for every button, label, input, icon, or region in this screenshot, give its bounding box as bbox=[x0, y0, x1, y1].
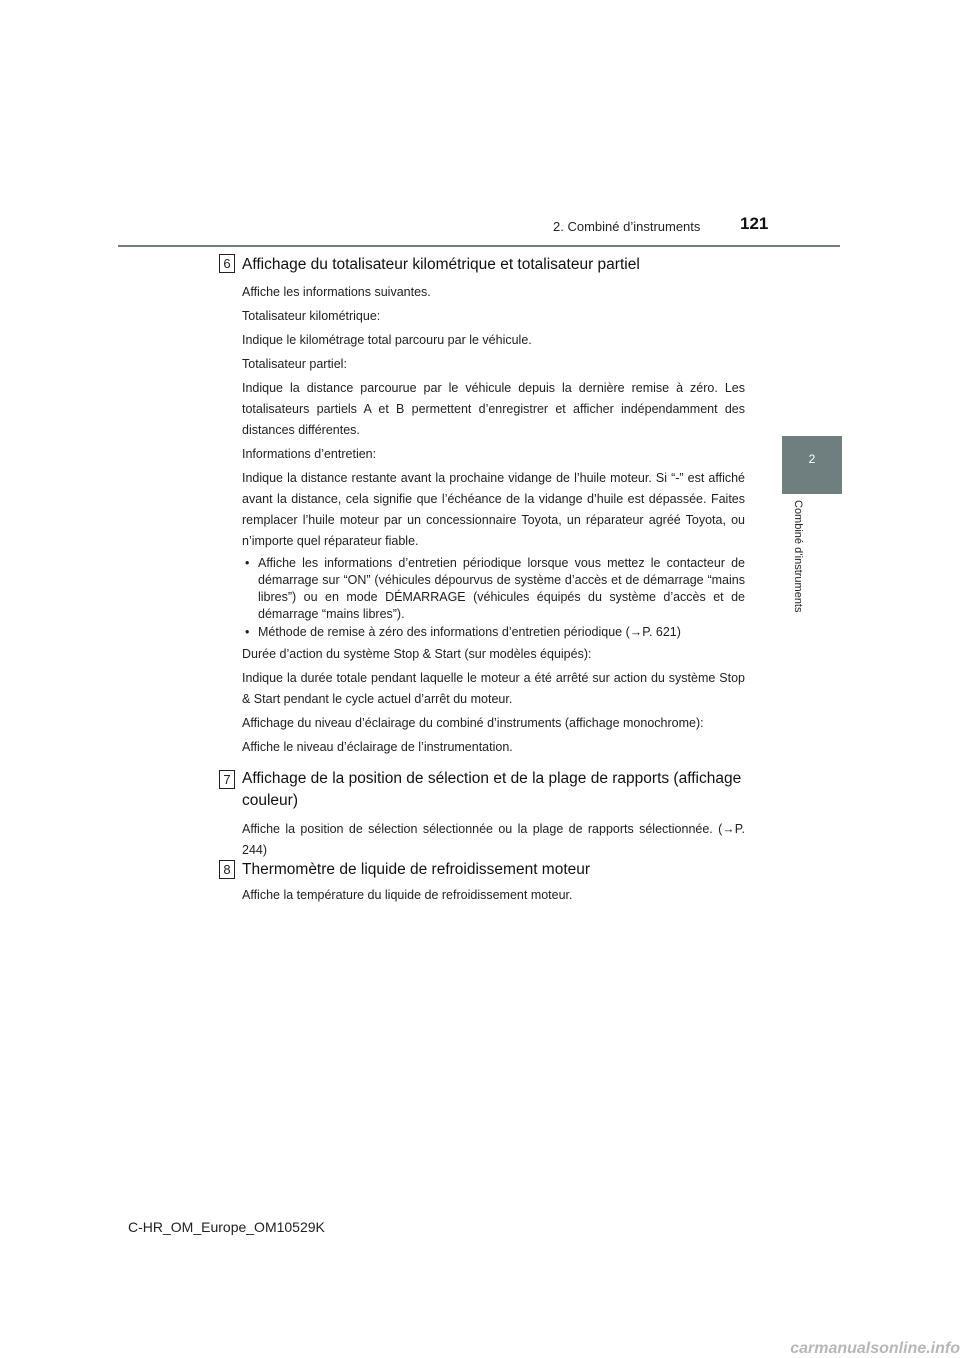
header-section-title: 2. Combiné d’instruments bbox=[553, 219, 701, 234]
paragraph: Indique la distance parcourue par le véhicule depuis la dernière remise à zéro. Les totalisateurs partiels A et B permettent d’enregistrer et afficher indépendamment des distances différentes. bbox=[242, 381, 745, 437]
paragraph: Totalisateur kilométrique: bbox=[242, 309, 381, 323]
paragraph: Totalisateur partiel: bbox=[242, 357, 347, 371]
paragraph: Durée d’action du système Stop & Start (sur modèles équipés): bbox=[242, 647, 592, 661]
section-number-badge: 6 bbox=[219, 254, 235, 273]
header-divider bbox=[118, 245, 840, 247]
chapter-tab-label: Combiné d’instruments bbox=[792, 500, 804, 613]
paragraph: Affiche le niveau d’éclairage de l’instrumentation. bbox=[242, 740, 513, 754]
section-6 bbox=[242, 254, 745, 758]
document-code: C-HR_OM_Europe_OM10529K bbox=[128, 1219, 325, 1235]
section-heading: Affichage de la position de sélection et de la plage de rapports (affichage couleur) bbox=[242, 770, 742, 809]
bullet-item: • Affiche les informations d’entretien périodique lorsque vous mettez le contacteur de démarrage sur “ON” (véhicules dépourvus de système d’accès et de démarrage “mains libres”) ou en mode DÉMARRAGE (véhicules équipés du système d’accès et de démarrage “mains libres”). bbox=[242, 555, 745, 623]
paragraph: Informations d’entretien: bbox=[242, 447, 377, 461]
paragraph: Indique la durée totale pendant laquelle le moteur a été arrêté sur action du système Stop & Start pendant le cycle actuel d’arrêt du moteur. bbox=[242, 671, 745, 706]
watermark: carmanualsonline.info bbox=[790, 1340, 960, 1357]
section-heading: Thermomètre de liquide de refroidissement moteur bbox=[242, 861, 591, 878]
bullet-item: • Méthode de remise à zéro des informations d’entretien périodique (→P. 621) bbox=[242, 624, 745, 641]
chapter-tab-number: 2 bbox=[808, 452, 816, 466]
page-number: 121 bbox=[740, 214, 769, 233]
paragraph: Affiche la température du liquide de refroidissement moteur. bbox=[242, 888, 573, 902]
section-8 bbox=[242, 859, 745, 906]
paragraph: Indique la distance restante avant la prochaine vidange de l’huile moteur. Si “-” est affiché avant la distance, cela signifie que l’échéance de la vidange d’huile est dépassée. Faites remplacer l’huile moteur par un concessionnaire Toyota, un réparateur agréé Toyota, ou n’importe quel réparateur fiable. bbox=[242, 471, 745, 548]
section-7 bbox=[242, 768, 745, 861]
section-number-badge: 7 bbox=[219, 770, 235, 789]
paragraph: Affiche les informations suivantes. bbox=[242, 285, 431, 299]
paragraph: Indique le kilométrage total parcouru par le véhicule. bbox=[242, 333, 532, 347]
paragraph: Affiche la position de sélection sélectionnée ou la plage de rapports sélectionnée. (→P. 244) bbox=[242, 822, 745, 857]
section-heading: Affichage du totalisateur kilométrique et totalisateur partiel bbox=[242, 256, 640, 273]
paragraph: Affichage du niveau d’éclairage du combiné d’instruments (affichage monochrome): bbox=[242, 716, 704, 730]
section-number-badge: 8 bbox=[219, 860, 235, 879]
